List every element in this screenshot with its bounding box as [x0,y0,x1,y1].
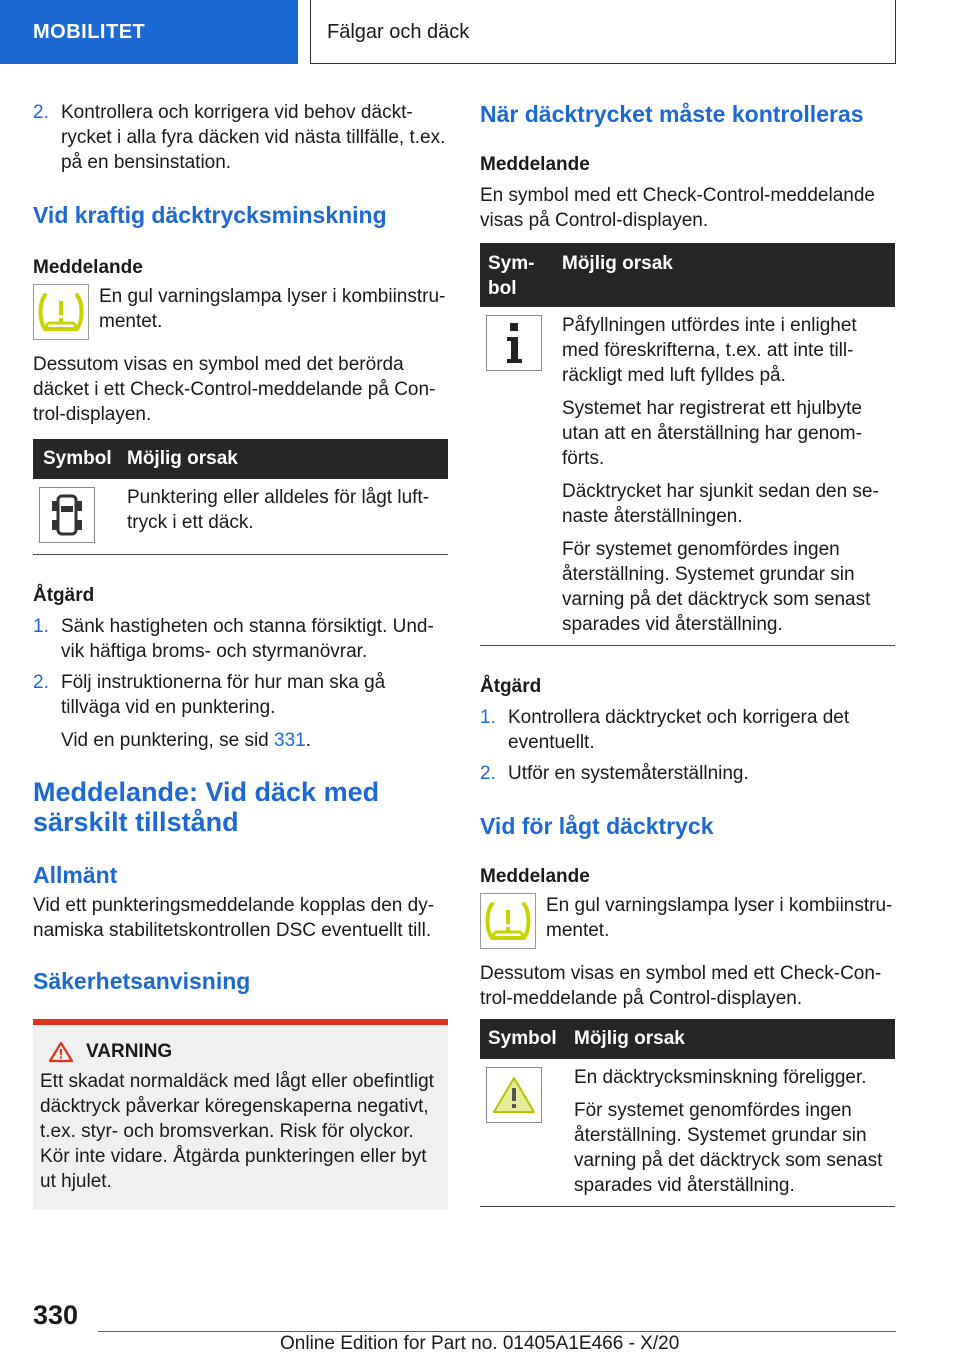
warning-triangle-icon [48,1041,74,1063]
message-label: Meddelande [480,866,590,887]
warning-panel [33,1019,448,1210]
table-row [480,307,895,646]
symbol-table [33,439,448,555]
col-symbol: Symbol [488,1028,557,1049]
cause-text: En däcktrycksminskning föreligger. [574,1067,867,1088]
left-column [33,100,448,1210]
heading-low-pressure: Vid för lågt däcktryck [480,813,714,839]
col-cause: Möjlig orsak [127,448,238,469]
table-header [33,439,448,479]
also-text: Dessutom visas en symbol med ett Check-Con- trol-meddelande på Control-displayen. [480,963,882,1009]
table-header [480,1019,895,1059]
message-label: Meddelande [480,154,590,175]
list-number: 1. [33,616,49,637]
heading-general: Allmänt [33,862,118,888]
heading-check-pressure: När däcktrycket måste kontrolleras [480,101,864,127]
list-number: 2. [33,102,49,123]
page-link[interactable]: 331 [274,730,306,751]
col-symbol: Symbol [43,448,112,469]
list-text: Utför en systemåterställning. [508,763,749,784]
list-text: Kontrollera däcktrycket och korrigera det eventuellt. [508,707,850,753]
ref-prefix: Vid en punktering, se sid [61,730,269,751]
footer-edition: Online Edition for Part no. 01405A1E466 - X/20 [280,1333,680,1354]
list-text: Följ instruktionerna för hur man ska gå tillväga vid en punktering. [61,672,386,718]
cause-text: Däcktrycket har sjunkit sedan den se- naste återställningen. [562,481,879,527]
lamp-text: En gul varningslampa lyser i kombiinstru- mentet. [99,286,446,332]
table-row [33,479,448,555]
page-number: 330 [33,1300,79,1330]
col-cause: Möjlig orsak [562,253,673,274]
action-label: Åtgärd [480,676,542,697]
info-icon [486,315,542,371]
page-title: Fälgar och däck [327,21,470,43]
lamp-text: En gul varningslampa lyser i kombiinstru- mentet. [546,895,893,941]
header-frame [310,0,896,64]
col-cause: Möjlig orsak [574,1028,685,1049]
table-row [480,1059,895,1207]
list-text: Kontrollera och korrigera vid behov däckt- rycket i alla fyra däcken vid nästa tillfälle, t.ex. på en bensinstation. [61,102,446,173]
message-label: Meddelande [33,257,143,278]
cause-text: Påfyllningen utfördes inte i enlighet med föreskrifterna, t.ex. att inte till- räckligt med luft fylldes på. [562,315,857,386]
list-text: Sänk hastigheten och stanna försiktigt. Und- vik häftiga broms- och styrmanövrar. [61,616,434,662]
table-header [480,243,895,307]
symbol-table [480,1019,895,1207]
page-reference [33,728,448,753]
cause-text: För systemet genomfördes ingen återställning. Systemet grundar sin varning på det däcktryck som senast sparades vid återställning. [574,1100,883,1196]
warning-lamp-row [480,893,895,949]
list-item [33,614,448,664]
tire-pressure-lamp-icon [33,284,89,340]
car-tire-icon [39,487,95,543]
list-item [33,100,448,175]
warning-triangle-icon [486,1067,542,1123]
right-column [480,100,895,1207]
symbol-table [480,243,895,646]
list-item [480,761,895,786]
col-symbol: Sym- bol [488,253,535,299]
heading-safety: Säkerhetsanvisning [33,968,251,994]
heading-special-tires: Meddelande: Vid däck med särskilt tillstånd [33,777,380,837]
cause-text: Punktering eller alldeles för lågt luft- tryck i ett däck. [127,487,430,533]
intro-text: En symbol med ett Check-Control-meddelande visas på Control-displayen. [480,185,875,231]
heading-severe-loss: Vid kraftig däcktrycksminskning [33,202,387,228]
list-number: 1. [480,707,496,728]
general-text: Vid ett punkteringsmeddelande kopplas den dy- namiska stabilitetskontrollen DSC eventuellt till. [33,895,435,941]
cause-text: För systemet genomfördes ingen återställning. Systemet grundar sin varning på det däcktryck som senast sparades vid återställning. [562,539,871,635]
list-item [480,705,895,755]
list-number: 2. [33,672,49,693]
footer-divider [98,1331,896,1332]
also-text: Dessutom visas en symbol med det berörda däcket i ett Check-Control-meddelande på Con- trol-displayen. [33,354,436,425]
warning-lamp-row [33,284,448,340]
action-label: Åtgärd [33,585,95,606]
list-item [33,670,448,720]
warning-header [40,1041,438,1063]
warning-text: Ett skadat normaldäck med lågt eller obefintligt däcktryck påverkar köregenskaperna negativt, t.ex. styr- och bromsverkan. Risk för olyckor. Kör inte vidare. Åtgärda punkteringen eller byt ut hjulet. [40,1071,434,1192]
warning-title: VARNING [86,1041,173,1062]
section-tab: MOBILITET [0,0,298,64]
list-number: 2. [480,763,496,784]
cause-text: Systemet har registrerat ett hjulbyte utan att en återställning har genom- förts. [562,398,862,469]
ref-suffix: . [305,730,311,751]
tire-pressure-lamp-icon [480,893,536,949]
